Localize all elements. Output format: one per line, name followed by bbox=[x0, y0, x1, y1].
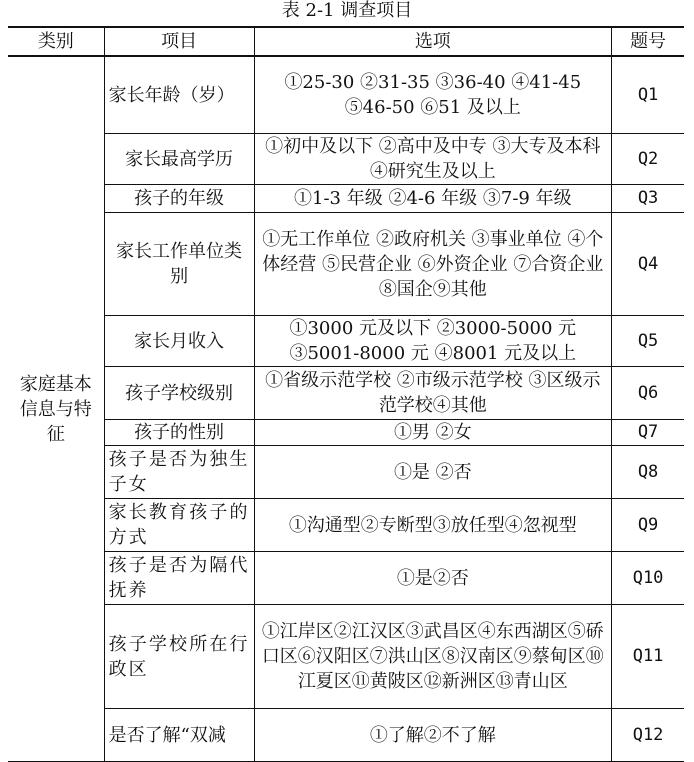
code-cell: Q1 bbox=[612, 56, 684, 134]
table-row bbox=[8, 605, 684, 709]
options-cell: ①男 ②女 bbox=[254, 420, 612, 446]
table-row bbox=[8, 552, 684, 605]
item-cell: 孩子是否为隔代抚养 bbox=[104, 552, 254, 605]
item-cell: 家长年龄（岁） bbox=[104, 56, 254, 134]
code-cell: Q5 bbox=[612, 316, 684, 367]
options-cell: ①初中及以下 ②高中及中专 ③大专及本科 ④研究生及以上 bbox=[254, 134, 612, 185]
item-cell: 孩子的年级 bbox=[104, 185, 254, 213]
item-cell: 家长工作单位类别 bbox=[104, 213, 254, 316]
options-cell: ①是 ②否 bbox=[254, 446, 612, 499]
item-cell: 家长最高学历 bbox=[104, 134, 254, 185]
code-cell: Q6 bbox=[612, 367, 684, 420]
item-cell: 孩子学校级别 bbox=[104, 367, 254, 420]
table-row bbox=[8, 213, 684, 316]
table-row bbox=[8, 134, 684, 185]
code-cell: Q3 bbox=[612, 185, 684, 213]
options-cell: ①3000 元及以下 ②3000-5000 元 ③5001-8000 元 ④8001 元及以上 bbox=[254, 316, 612, 367]
code-cell: Q10 bbox=[612, 552, 684, 605]
table-row bbox=[8, 446, 684, 499]
table-row bbox=[8, 709, 684, 762]
table-row bbox=[8, 499, 684, 552]
header-category: 类别 bbox=[8, 27, 104, 56]
options-cell: ①了解②不了解 bbox=[254, 709, 612, 762]
options-cell: ①沟通型②专断型③放任型④忽视型 bbox=[254, 499, 612, 552]
item-cell: 孩子是否为独生子女 bbox=[104, 446, 254, 499]
options-cell: ①是②否 bbox=[254, 552, 612, 605]
item-cell: 是否了解“双减 bbox=[104, 709, 254, 762]
options-cell: ①25-30 ②31-35 ③36-40 ④41-45 ⑤46-50 ⑥51 及以上 bbox=[254, 56, 612, 134]
item-cell: 孩子的性别 bbox=[104, 420, 254, 446]
table-row bbox=[8, 316, 684, 367]
table-row bbox=[8, 185, 684, 213]
options-cell: ①无工作单位 ②政府机关 ③事业单位 ④个体经营 ⑤民营企业 ⑥外资企业 ⑦合资企业 ⑧国企⑨其他 bbox=[254, 213, 612, 316]
table-caption: 表 2-1 调查项目 bbox=[281, 0, 413, 21]
header-item: 项目 bbox=[104, 27, 254, 56]
code-cell: Q8 bbox=[612, 446, 684, 499]
item-cell: 孩子学校所在行政区 bbox=[104, 605, 254, 709]
code-cell: Q7 bbox=[612, 420, 684, 446]
code-cell: Q11 bbox=[612, 605, 684, 709]
code-cell: Q12 bbox=[612, 709, 684, 762]
item-cell: 家长月收入 bbox=[104, 316, 254, 367]
options-cell: ①省级示范学校 ②市级示范学校 ③区级示范学校④其他 bbox=[254, 367, 612, 420]
category-cell: 家庭基本信息与特征 bbox=[8, 56, 104, 762]
options-cell: ①1-3 年级 ②4-6 年级 ③7-9 年级 bbox=[254, 185, 612, 213]
code-cell: Q4 bbox=[612, 213, 684, 316]
table-header-row bbox=[8, 27, 684, 56]
code-cell: Q9 bbox=[612, 499, 684, 552]
code-cell: Q2 bbox=[612, 134, 684, 185]
header-code: 题号 bbox=[612, 27, 684, 56]
table-row bbox=[8, 56, 684, 134]
survey-items-table bbox=[8, 26, 684, 762]
table-row bbox=[8, 420, 684, 446]
options-cell: ①江岸区②江汉区③武昌区④东西湖区⑤硚口区⑥汉阳区⑦洪山区⑧汉南区⑨蔡甸区⑩江夏区⑪黄陂区⑫新洲区⑬青山区 bbox=[254, 605, 612, 709]
table-row bbox=[8, 367, 684, 420]
item-cell: 家长教育孩子的方式 bbox=[104, 499, 254, 552]
header-options: 选项 bbox=[254, 27, 612, 56]
